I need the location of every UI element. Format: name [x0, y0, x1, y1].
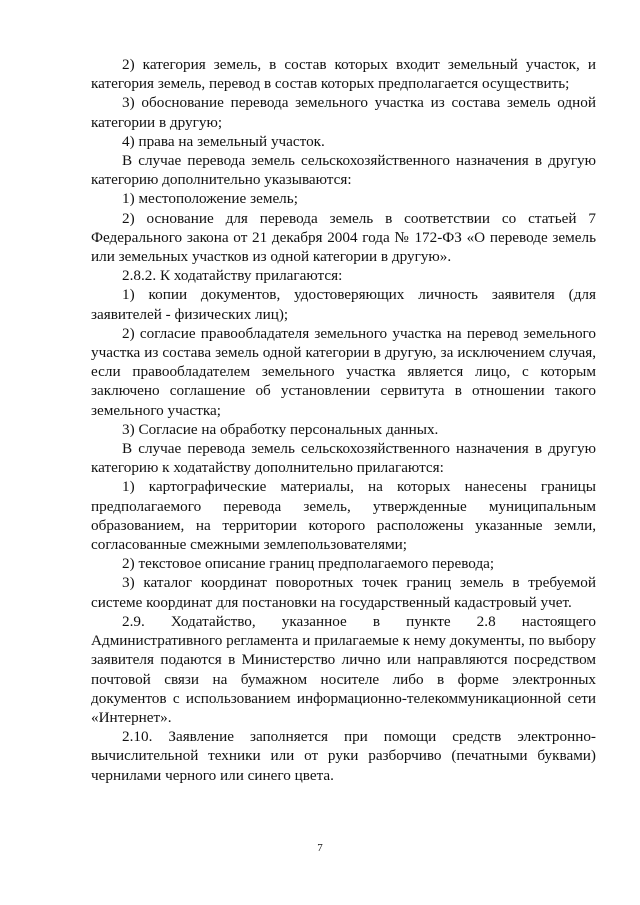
paragraph-identity-documents: 1) копии документов, удостоверяющих личность заявителя (для заявителей - физических лиц);	[91, 286, 596, 323]
paragraph-owner-consent: 2) согласие правообладателя земельного участка на перевод земельного участка из состава земель одной категории в другую, за исключением случая, если правообладателем земельного участка является лицо, с которым заключено соглашение об установлении сервитута в отношении такого земельного участка;	[91, 324, 596, 419]
paragraph-land-location: 1) местоположение земель;	[122, 190, 298, 208]
paragraph-section-2-10: 2.10. Заявление заполняется при помощи средств электронно-вычислительной техники или от руки разборчиво (печатными буквами) чернилами черного или синего цвета.	[91, 728, 596, 784]
paragraph-coordinate-catalog: 3) каталог координат поворотных точек границ земель в требуемой системе координат для постановки на государственный кадастровый учет.	[91, 574, 596, 611]
paragraph-section-2-8-2: 2.8.2. К ходатайству прилагаются:	[122, 267, 343, 285]
paragraph-agricultural-intro: В случае перевода земель сельскохозяйственного назначения в другую категорию дополнительно указываются:	[91, 152, 596, 189]
paragraph-section-2-9: 2.9. Ходатайство, указанное в пункте 2.8 настоящего Административного регламента и прилагаемые к нему документы, по выбору заявителя подаются в Министерство лично или направляются посредством почтовой связи на бумажном носителе либо в форме электронных документов с использованием информационно-телекоммуникационной сети «Интернет».	[91, 612, 596, 726]
paragraph-transfer-justification: 3) обоснование перевода земельного участка из состава земель одной категории в другую;	[91, 94, 596, 131]
page-number: 7	[317, 842, 323, 854]
document-body	[91, 55, 596, 785]
paragraph-transfer-basis: 2) основание для перевода земель в соответствии со статьей 7 Федерального закона от 21 декабря 2004 года № 172-ФЗ «О переводе земель или земельных участков из одной категории в другую».	[91, 209, 596, 266]
paragraph-land-rights: 4) права на земельный участок.	[122, 132, 325, 150]
paragraph-boundary-description: 2) текстовое описание границ предполагаемого перевода;	[122, 555, 495, 573]
paragraph-cartographic-materials: 1) картографические материалы, на которых нанесены границы предполагаемого перевода земель, утвержденные муниципальным образованием, на территории которого расположены указанные земли, согласованные смежными землепользователями;	[91, 478, 596, 554]
paragraph-land-category: 2) категория земель, в состав которых входит земельный участок, и категория земель, перевод в состав которых предполагается осуществить;	[91, 56, 596, 93]
paragraph-personal-data-consent: 3) Согласие на обработку персональных данных.	[122, 420, 439, 438]
paragraph-agricultural-attachments: В случае перевода земель сельскохозяйственного назначения в другую категорию к ходатайству дополнительно прилагаются:	[91, 440, 596, 477]
